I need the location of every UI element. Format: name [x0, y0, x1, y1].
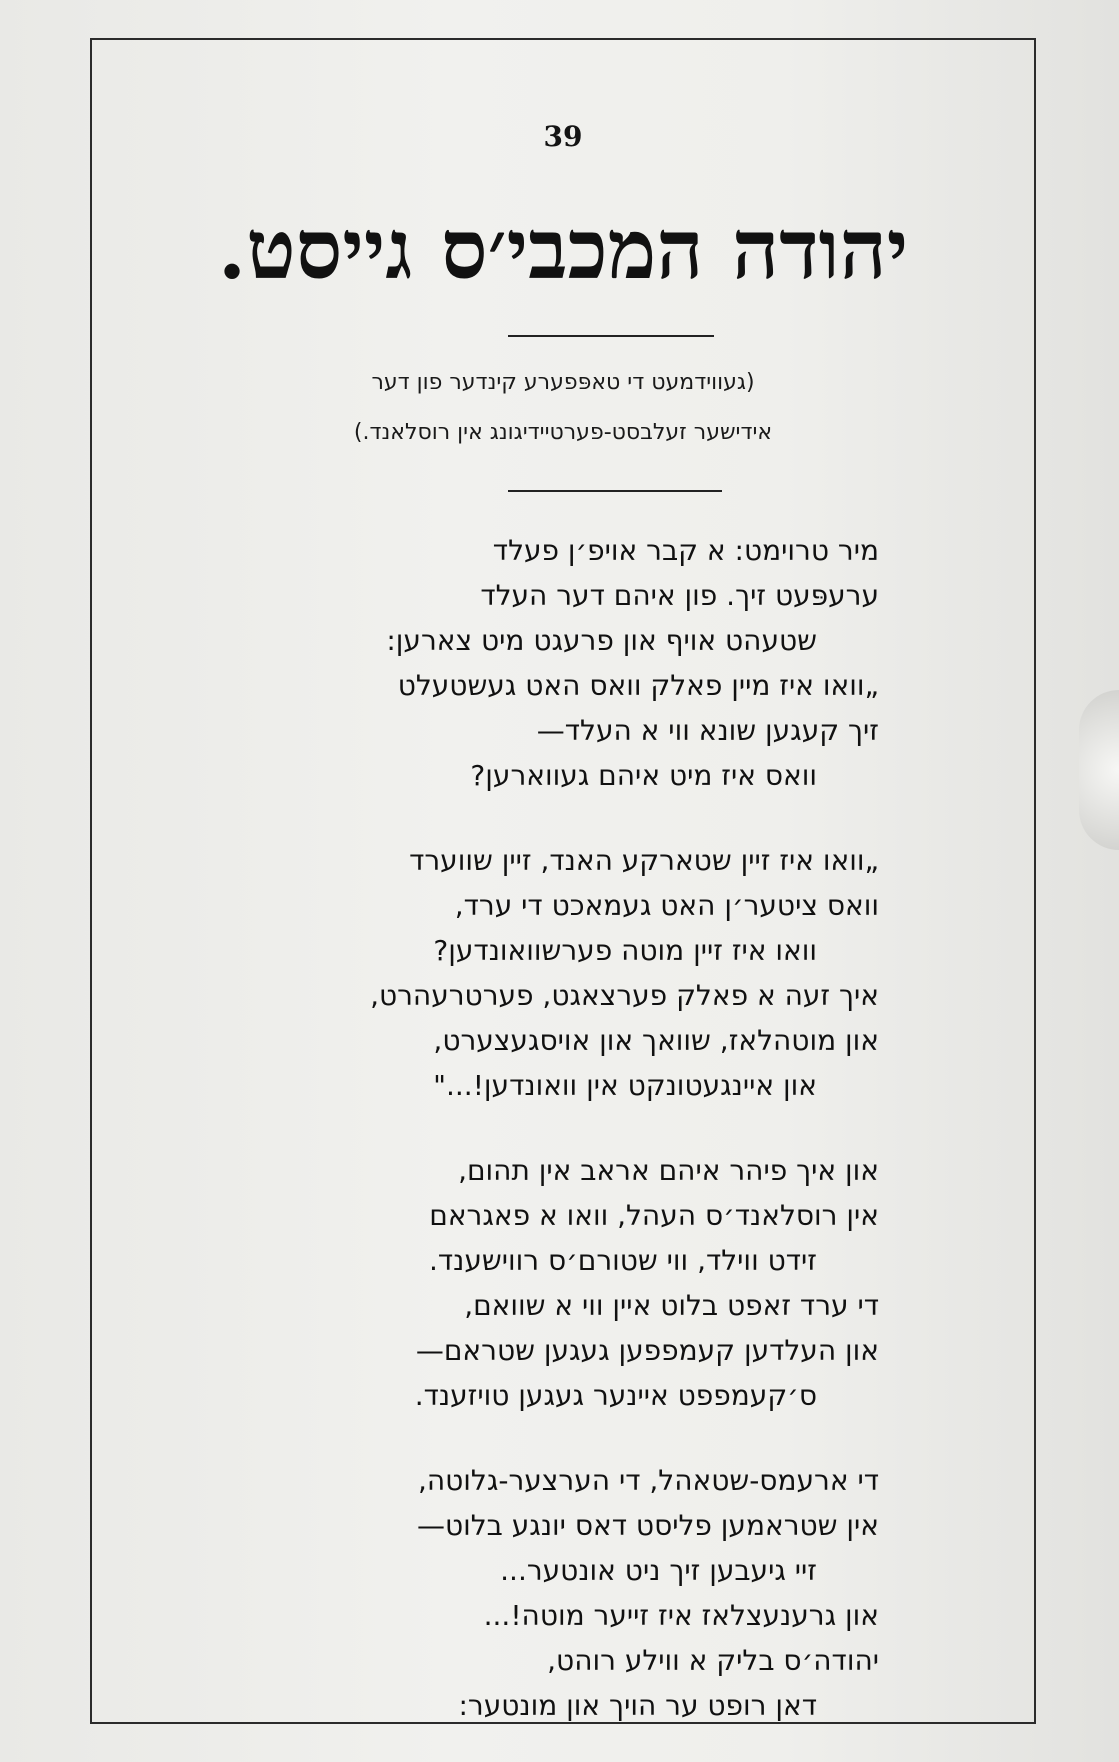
poem-line: יהודה׳ס בליק א ווילע רוהט,	[547, 1644, 879, 1677]
poem-line: ערעפּעט זיך. פון איהם דער העלד	[480, 579, 879, 612]
dedication	[92, 358, 1034, 458]
poem-line: איך זעה א פאלק פערצאגט, פערטרעהרט,	[370, 979, 879, 1012]
poem-line: זידט ווילד, ווי שטורם׳ס רווישענד.	[428, 1244, 817, 1277]
poem-line: מיר טרוימט: א קבר אויפ׳ן פעלד	[492, 534, 879, 567]
poem-line: „וואו איז מיין פאלק וואס האט געשטעלט	[397, 669, 879, 702]
page-edge-shadow	[1079, 690, 1119, 850]
stanza	[239, 1148, 879, 1418]
poem-title: יהודה המכבי׳ס גייסט.	[217, 202, 909, 298]
poem-line: און העלדען קעמפפען געגען שטראם—	[415, 1334, 879, 1367]
poem-line: און מוטהלאז, שוואך און אויסגעצערט,	[433, 1024, 879, 1057]
stanza	[239, 838, 879, 1108]
poem-line: וואו איז זיין מוטה פערשוואונדען?	[433, 934, 817, 967]
poem-line: וואס ציטער׳ן האט געמאכט די ערד,	[454, 889, 879, 922]
poem-body	[239, 528, 879, 1762]
page-frame	[90, 38, 1036, 1724]
poem-line: אין שטראמען פליסט דאס יונגע בלוט—	[416, 1509, 879, 1542]
poem-line: זיך קעגען שונא ווי א העלד—	[536, 714, 879, 747]
stanza	[239, 1458, 879, 1728]
poem-line: און איינגעטונקט אין וואונדען!..."	[433, 1069, 817, 1102]
title-divider	[508, 335, 714, 337]
poem-line: און איך פיהר איהם אראב אין תהום,	[458, 1154, 879, 1187]
dedication-line-2: אידישער זעלבסט-פערטיידיגונג אין רוסלאנד.)	[353, 420, 773, 445]
poem-line: שטעהט אויף און פרעגט מיט צארען:	[386, 624, 817, 657]
poem-line: אין רוסלאנד׳ס העהל, וואו א פאגראם	[429, 1199, 879, 1232]
poem-line: „וואו איז זיין שטארקע האנד, זיין שווערד	[409, 844, 879, 877]
poem-line: זיי גיעבען זיך ניט אונטער...	[500, 1554, 817, 1587]
poem-line: די ערד זאפט בלוט איין ווי א שוואם,	[464, 1289, 879, 1322]
poem-line: די ארעמס-שטאהל, די הערצער-גלוטה,	[417, 1464, 879, 1497]
dedication-divider	[508, 490, 722, 492]
stanza	[239, 528, 879, 798]
page-number: 39	[543, 120, 583, 153]
poem-line: און גרענעצלאז איז זייער מוטה!...	[483, 1599, 879, 1632]
poem-line: וואס איז מיט איהם געווארען?	[470, 759, 817, 792]
poem-line: ס׳קעמפפט איינער געגען טויזענד.	[414, 1379, 817, 1412]
poem-line: דאן רופט ער הויך און מונטער:	[458, 1689, 817, 1722]
dedication-line-1: (געווידמעט די טאפּפערע קינדער פון דער	[371, 370, 755, 395]
